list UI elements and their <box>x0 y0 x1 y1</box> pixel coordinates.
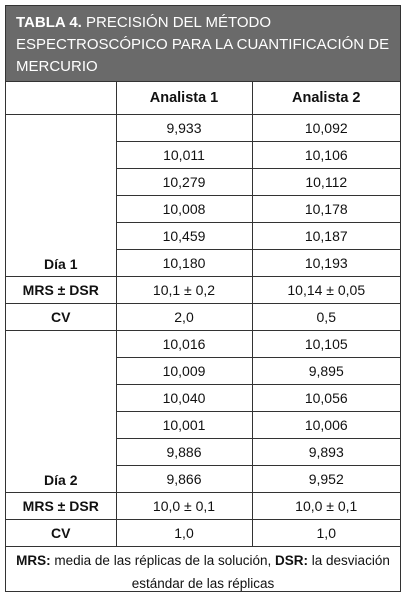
cell: 9,866 <box>116 465 252 492</box>
header-analista-1: Analista 1 <box>116 82 252 114</box>
cell: 9,895 <box>252 357 400 384</box>
cell: 2,0 <box>116 303 252 330</box>
cell: 10,112 <box>252 168 400 195</box>
table-row <box>6 114 400 141</box>
mrs-label: MRS ± DSR <box>6 276 116 303</box>
header-analista-2: Analista 2 <box>252 82 400 114</box>
cv-label: CV <box>6 303 116 330</box>
cell: 10,180 <box>116 249 252 276</box>
cell: 10,459 <box>116 222 252 249</box>
cell: 10,006 <box>252 411 400 438</box>
cell: 10,008 <box>116 195 252 222</box>
cell: 10,092 <box>252 114 400 141</box>
mrs-row <box>6 276 400 303</box>
cell: 10,193 <box>252 249 400 276</box>
cell: 10,009 <box>116 357 252 384</box>
mrs-label: MRS ± DSR <box>6 492 116 519</box>
cell: 10,040 <box>116 384 252 411</box>
cell: 10,0 ± 0,1 <box>116 492 252 519</box>
table-title <box>6 6 400 82</box>
cell: 1,0 <box>116 519 252 546</box>
footnote-mrs-term: MRS: <box>16 552 51 568</box>
table-figure <box>5 5 401 592</box>
cell: 10,105 <box>252 330 400 357</box>
cell: 9,886 <box>116 438 252 465</box>
header-row <box>6 82 400 114</box>
cv-row <box>6 519 400 546</box>
cell: 10,011 <box>116 141 252 168</box>
footnote-dsr-definition: la desviación estándar de las réplicas <box>131 552 390 591</box>
cell: 10,056 <box>252 384 400 411</box>
cell: 9,933 <box>116 114 252 141</box>
precision-table <box>6 82 400 547</box>
cell: 10,106 <box>252 141 400 168</box>
cell: 10,178 <box>252 195 400 222</box>
cell: 10,14 ± 0,05 <box>252 276 400 303</box>
mrs-row <box>6 492 400 519</box>
footnote-mrs-definition: media de las réplicas de la solución, <box>50 552 276 568</box>
footnote-dsr-term: DSR: <box>275 552 309 568</box>
table-row <box>6 330 400 357</box>
cell: 0,5 <box>252 303 400 330</box>
table-caption: PRECISIÓN DEL MÉTODO ESPECTROSCÓPICO PARA LA CUANTIFICACIÓN DE MERCURIO <box>16 14 390 75</box>
cell: 9,893 <box>252 438 400 465</box>
cell: 10,1 ± 0,2 <box>116 276 252 303</box>
cell: 10,187 <box>252 222 400 249</box>
header-empty <box>6 82 116 114</box>
cell: 1,0 <box>252 519 400 546</box>
cv-label: CV <box>6 519 116 546</box>
cv-row <box>6 303 400 330</box>
day-1-label: Día 1 <box>6 114 116 276</box>
cell: 10,016 <box>116 330 252 357</box>
day-2-label: Día 2 <box>6 330 116 492</box>
cell: 10,0 ± 0,1 <box>252 492 400 519</box>
table-footnote <box>6 547 400 595</box>
cell: 10,279 <box>116 168 252 195</box>
table-number: TABLA 4. <box>16 14 82 31</box>
cell: 10,001 <box>116 411 252 438</box>
cell: 9,952 <box>252 465 400 492</box>
